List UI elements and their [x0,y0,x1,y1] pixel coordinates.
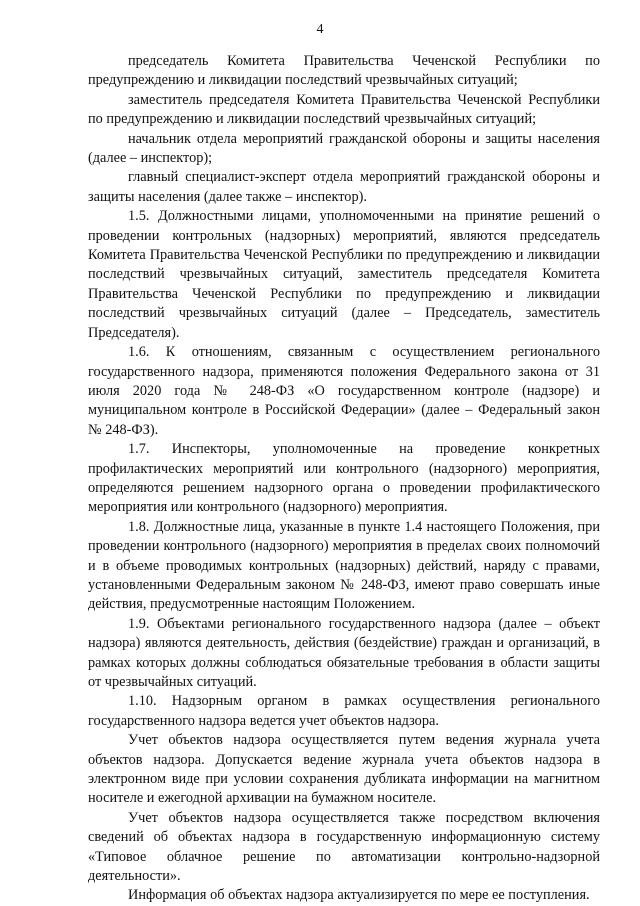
paragraph-journal-accounting: Учет объектов надзора осуществляется путем ведения журнала учета объектов надзора. Допускается ведение журнала учета объектов надзора в электронном виде при условии сохранения дубликата информации на магнитном носителе и ежегодной архивации на бумажном носителе. [88,732,600,807]
paragraph-1-10: 1.10. Надзорным органом в рамках осуществления регионального государственного надзора ведется учет объектов надзора. [88,693,600,729]
paragraph-1-8: 1.8. Должностные лица, указанные в пункте 1.4 настоящего Положения, при проведении контрольного (надзорного) мероприятия в пределах своих полномочий и в объеме проводимых контрольных (надзорных) действий, наряду с правами, установленными Федеральным законом № 248-ФЗ, имеют право совершать иные действия, предусмотренные настоящим Положением. [88,518,600,613]
paragraph-chairman: председатель Комитета Правительства Чеченской Республики по предупреждению и ликвидации последствий чрезвычайных ситуаций; [88,53,600,89]
paragraph-chief-specialist: главный специалист-эксперт отдела мероприятий гражданской обороны и защиты населения (далее также – инспектор). [88,169,600,205]
page-number: 4 [316,22,324,37]
paragraph-1-9: 1.9. Объектами регионального государственного надзора (далее – объект надзора) являются деятельность, действия (бездействие) граждан и организаций, в рамках которых должны соблюдаться обязательные требования в области защиты от чрезвычайных ситуаций. [88,615,600,690]
paragraph-department-head: начальник отдела мероприятий гражданской обороны и защиты населения (далее – инспектор); [88,130,600,167]
paragraph-1-6: 1.6. К отношениям, связанным с осуществлением регионального государственного надзора, применяются положения Федерального закона от 31 июля 2020 года № 248-ФЗ «О государственном контроле (надзоре) и муниципальном контроле в Российской Федерации» (далее – Федеральный закон № 248-ФЗ). [88,344,600,438]
paragraph-deputy-chairman: заместитель председателя Комитета Правительства Чеченской Республики по предупреждению и ликвидации последствий чрезвычайных ситуаций; [88,91,600,128]
paragraph-1-5: 1.5. Должностными лицами, уполномоченными на принятие решений о проведении контрольных (надзорных) мероприятий, являются председатель Комитета Правительства Чеченской Республики по предупреждению и ликвидации последствий чрезвычайных ситуаций, заместитель председателя Комитета Правительства Чеченской Республики по предупреждению и ликвидации последствий чрезвычайных ситуаций (далее – Председатель, заместитель Председателя). [88,208,600,341]
document-body [88,52,600,906]
paragraph-information-update: Информация об объектах надзора актуализируется по мере ее поступления. [128,887,590,904]
paragraph-1-7: 1.7. Инспекторы, уполномоченные на проведение конкретных профилактических мероприятий или контрольного (надзорного) мероприятия, определяются решением надзорного органа о проведении профилактического мероприятия или контрольного (надзорного) мероприятия. [88,441,600,516]
paragraph-information-system: Учет объектов надзора осуществляется также посредством включения сведений об объектах надзора в государственную информационную систему «Типовое облачное решение по автоматизации контрольно-надзорной деятельности». [88,809,600,885]
